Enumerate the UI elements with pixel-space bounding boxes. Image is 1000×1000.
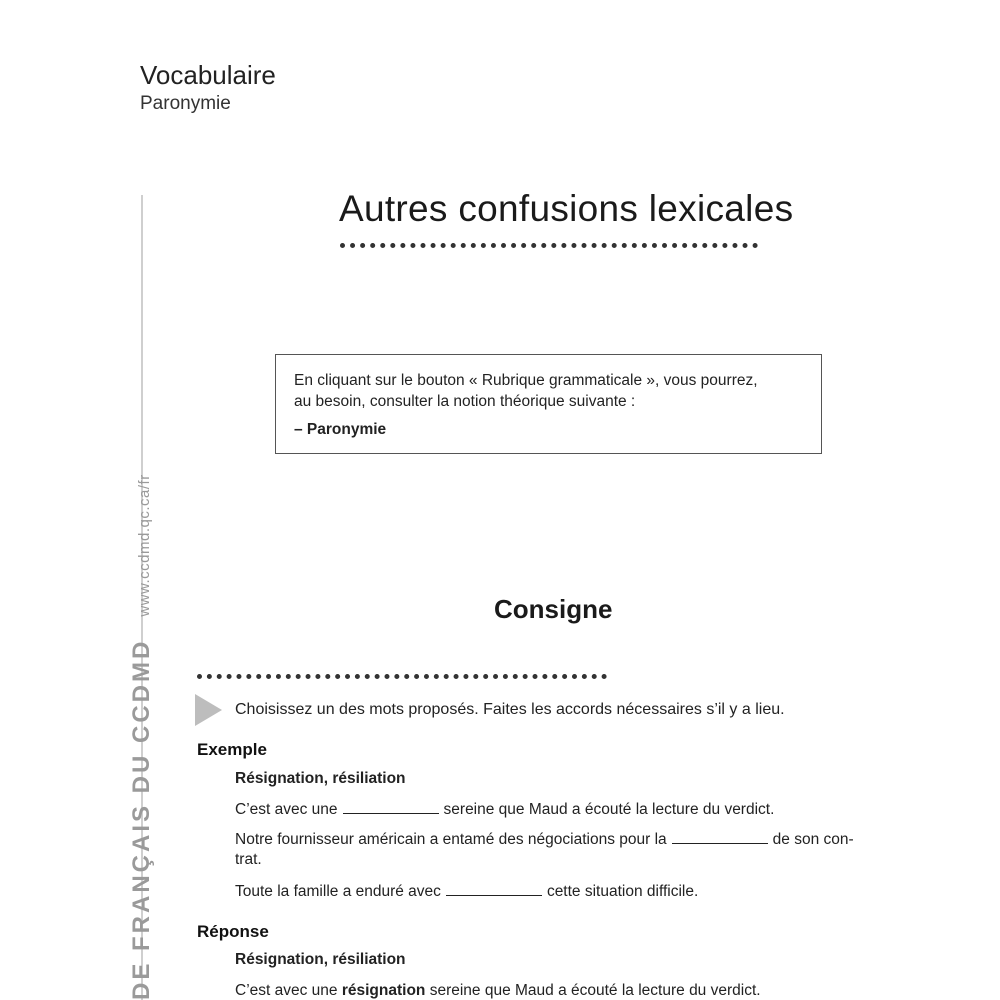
side-watermark-text: DE FRANÇAIS DU CCDMD bbox=[128, 638, 155, 1000]
exemple-sentence-2-cont: trat. bbox=[235, 851, 262, 868]
reponse-answer: résignation bbox=[341, 982, 426, 999]
consigne-dotted-divider bbox=[197, 674, 607, 679]
exemple-sentence-1: C’est avec une sereine que Maud a écouté la lecture du verdict. bbox=[235, 801, 775, 818]
consigne-heading: Consigne bbox=[494, 594, 613, 624]
exemple-word-pair: Résignation, résiliation bbox=[235, 770, 406, 787]
reponse-label: Réponse bbox=[197, 922, 269, 941]
info-line-1: En cliquant sur le bouton « Rubrique grammaticale », vous pourrez, bbox=[294, 372, 758, 389]
section-subtitle: Paronymie bbox=[140, 93, 231, 114]
exemple-sentence-3: Toute la famille a enduré avec cette situation difficile. bbox=[235, 883, 699, 900]
exemple-label: Exemple bbox=[197, 740, 267, 759]
info-line-2: au besoin, consulter la notion théorique suivante : bbox=[294, 393, 636, 410]
side-watermark-url: www.ccdmd.qc.ca/fr bbox=[136, 474, 153, 617]
reponse-sentence-1: C’est avec une résignation sereine que Maud a écouté la lecture du verdict. bbox=[235, 982, 761, 999]
answer-blank bbox=[343, 801, 439, 814]
reponse-word-pair: Résignation, résiliation bbox=[235, 951, 406, 968]
title-dotted-divider bbox=[340, 243, 758, 248]
instruction-text: Choisissez un des mots proposés. Faites les accords nécessaires s’il y a lieu. bbox=[235, 701, 785, 718]
section-title: Vocabulaire bbox=[140, 60, 276, 90]
exemple-sentence-2: Notre fournisseur américain a entamé des négociations pour la de son con- bbox=[235, 831, 854, 848]
answer-blank bbox=[446, 883, 542, 896]
info-box bbox=[275, 354, 822, 454]
side-watermark bbox=[128, 474, 156, 1000]
play-arrow-icon bbox=[195, 694, 222, 726]
page-title: Autres confusions lexicales bbox=[339, 188, 794, 229]
info-notion-item: – Paronymie bbox=[294, 421, 387, 438]
answer-blank bbox=[672, 831, 768, 844]
